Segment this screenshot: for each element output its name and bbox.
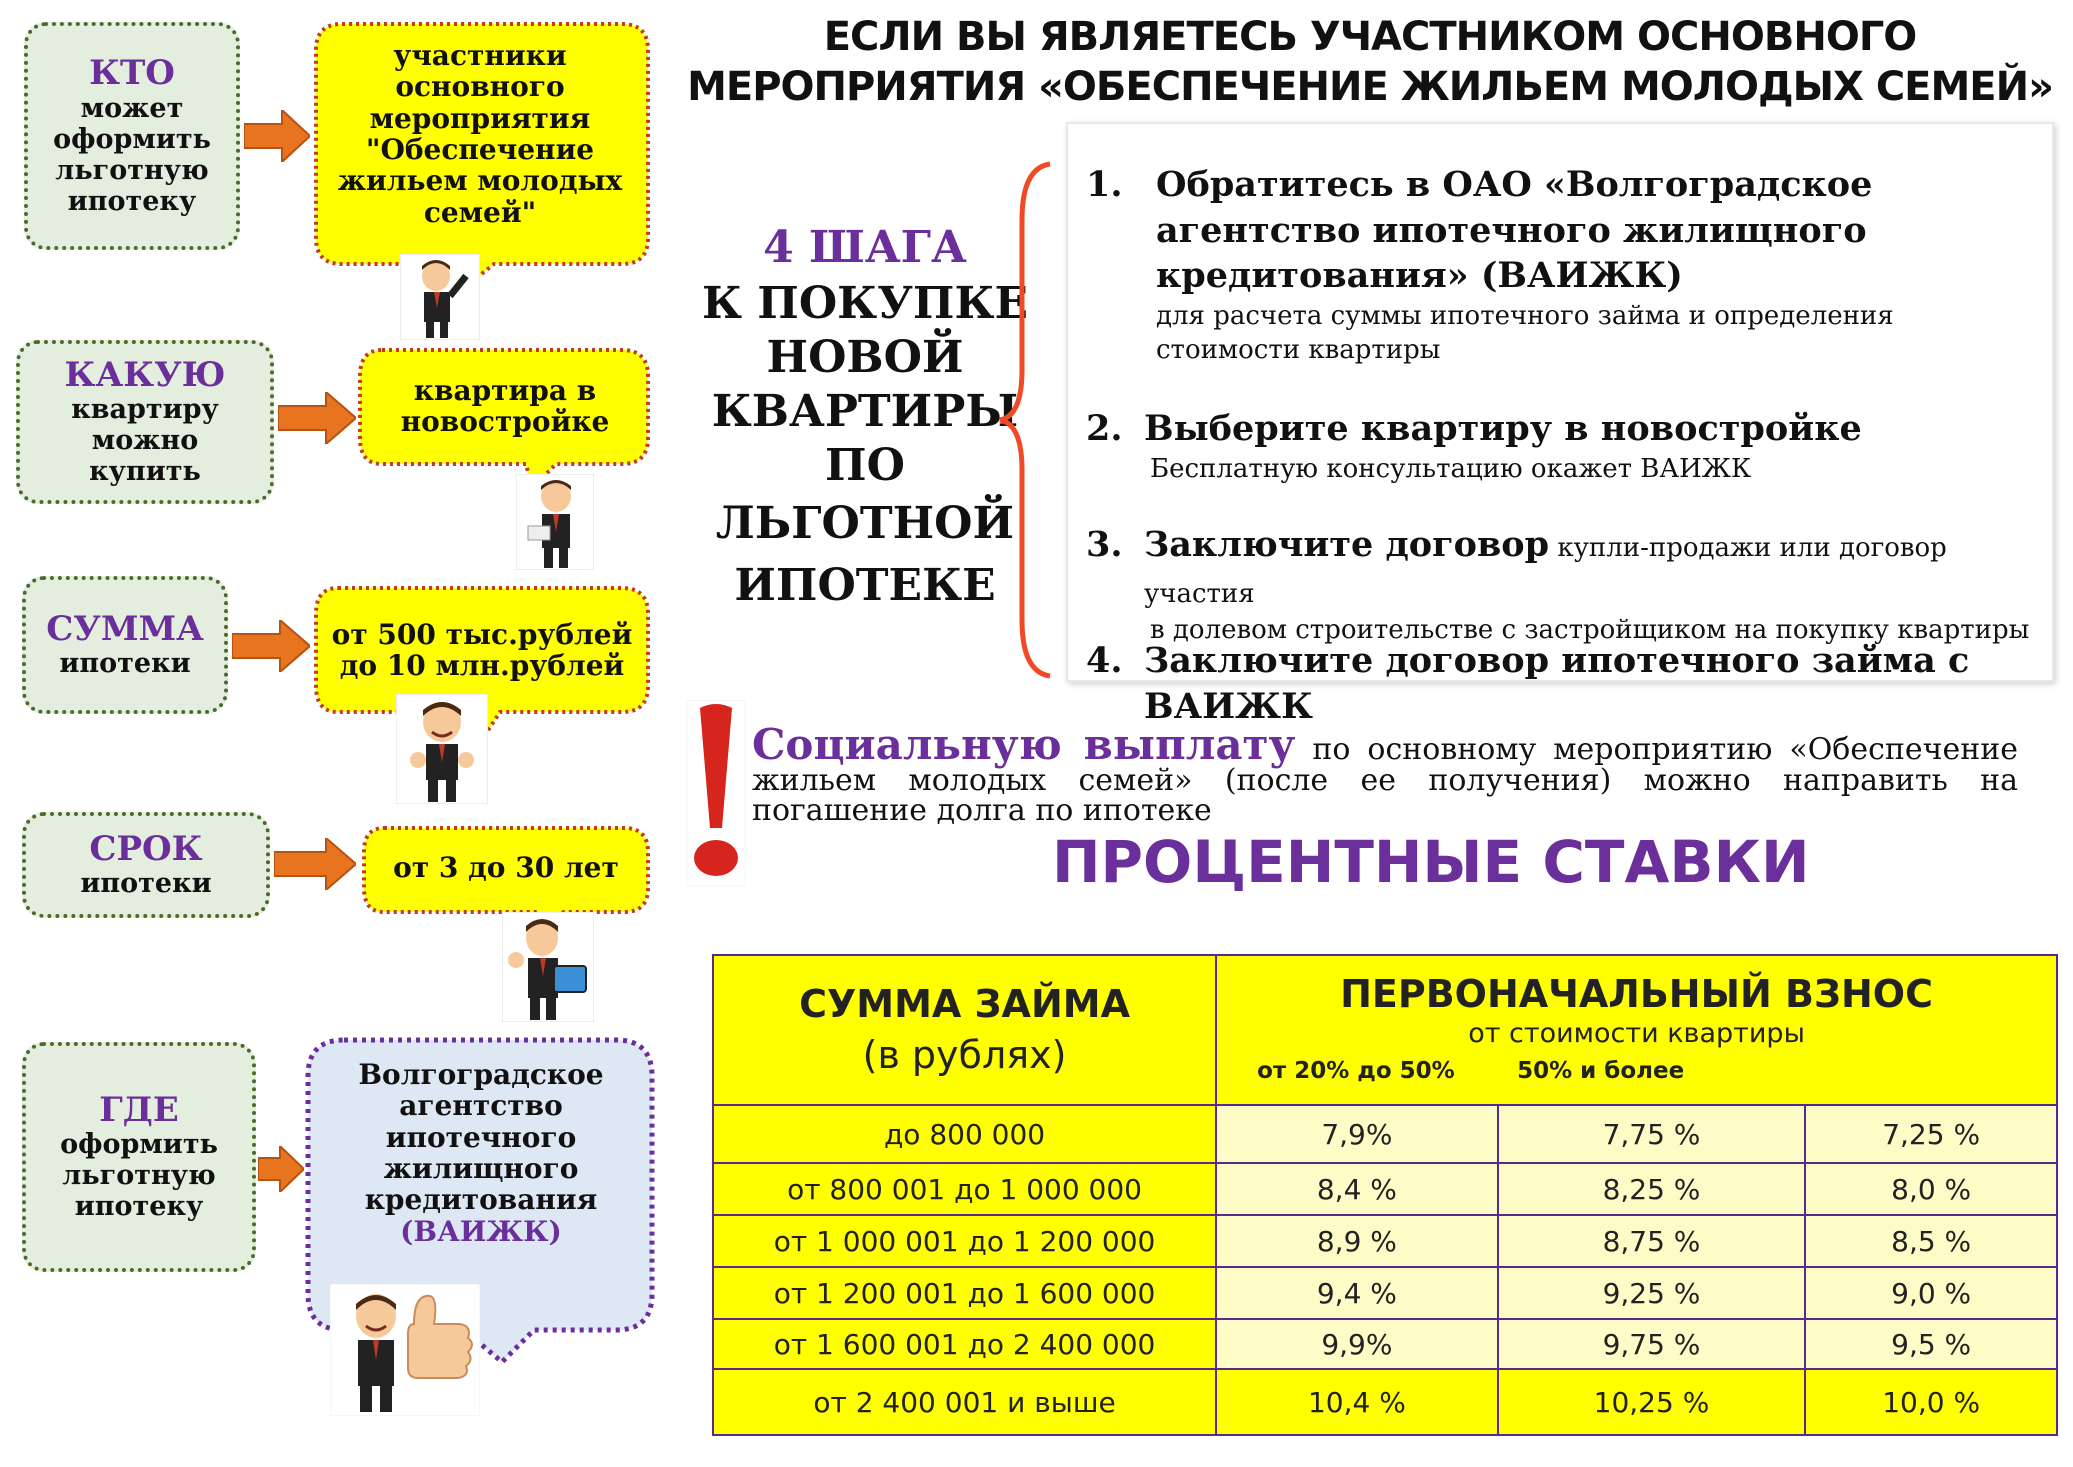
table-row: от 800 001 до 1 000 000 8,4 % 8,25 % 8,0 %	[713, 1163, 2057, 1215]
speech-bubble-who-text: участники основного мероприятия "Обеспечение жильем молодых семей"	[337, 38, 623, 229]
social-payment-note: Социальную выплату по основному мероприятию «Обеспечение жильем молодых семей» (после ее получения) можно направить на погашение долга по ипотеке	[752, 720, 2018, 828]
down-payment-header: ПЕРВОНАЧАЛЬНЫЙ ВЗНОС от стоимости квартиры от 20% до 50% 50% и более	[1216, 955, 2057, 1105]
businessman-tablet-icon	[502, 912, 594, 1022]
question-keyword: СРОК	[89, 828, 203, 869]
page-title: ЕСЛИ ВЫ ЯВЛЯЕТЕСЬ УЧАСТНИКОМ ОСНОВНОГО МЕРОПРИЯТИЯ «ОБЕСПЕЧЕНИЕ ЖИЛЬЕМ МОЛОДЫХ СЕМЕЙ»	[687, 14, 2053, 110]
speech-bubble-where-text: Волгоградское агентство ипотечного жилищного кредитования (ВАИЖК)	[358, 1057, 604, 1248]
step-1: 1. Обратитесь в ОАО «Волгоградское агентство ипотечного жилищного кредитования» (ВАИЖК) для расчета суммы ипотечного займа и определения стоимости квартиры	[1086, 164, 1894, 365]
question-box-who	[24, 22, 240, 250]
col-header-50-plus: 50% и более	[1517, 1058, 1685, 1084]
question-text: ипотеки	[80, 868, 212, 900]
sum-header: СУММА ЗАЙМА (в рублях)	[713, 955, 1216, 1105]
question-text: оформить льготную ипотеку	[60, 1129, 218, 1223]
arrow-right-icon	[232, 620, 310, 672]
question-keyword: КАКУЮ	[64, 354, 226, 395]
businessman-reading-icon	[516, 474, 594, 570]
table-row: от 1 200 001 до 1 600 000 9,4 % 9,25 % 9,0 %	[713, 1267, 2057, 1319]
question-box-term	[22, 812, 270, 918]
question-keyword: ГДЕ	[99, 1089, 179, 1130]
question-box-amount	[22, 576, 228, 714]
exclamation-icon	[686, 700, 746, 886]
table-row: от 1 000 001 до 1 200 000 8,9 % 8,75 % 8,5 %	[713, 1215, 2057, 1267]
table-row: до 800 000 7,9% 7,75 % 7,25 %	[713, 1105, 2057, 1163]
arrow-right-icon	[258, 1146, 304, 1192]
steps-panel	[1066, 122, 2054, 727]
col-header-20-50: от 20% до 50%	[1257, 1058, 1455, 1084]
question-text: может оформить льготную ипотеку	[53, 92, 211, 217]
question-box-where	[22, 1042, 256, 1272]
businessman-thumbs-up-icon	[396, 694, 488, 804]
rates-table	[712, 954, 2058, 1436]
table-row: от 1 600 001 до 2 400 000 9,9% 9,75 % 9,5 %	[713, 1319, 2057, 1369]
arrow-right-icon	[274, 838, 356, 890]
question-box-which	[16, 340, 274, 504]
speech-bubble-amount-text: от 500 тыс.рублей до 10 млн.рублей	[331, 617, 633, 682]
question-text: квартиру можно купить	[71, 394, 219, 488]
steps-heading: 4 ШАГА К ПОКУПКЕ НОВОЙ КВАРТИРЫ ПО ЛЬГОТНОЙ ИПОТЕКЕ	[701, 222, 1029, 611]
speech-bubble-which-text: квартира в новостройке	[400, 373, 610, 438]
step-4: 4. Заключите договор ипотечного займа с ВАИЖК	[1086, 640, 1970, 727]
businessman-big-thumb-icon	[330, 1284, 480, 1416]
businessman-pointing-icon	[400, 254, 480, 340]
rates-title: ПРОЦЕНТНЫЕ СТАВКИ	[1052, 828, 1810, 896]
question-keyword: СУММА	[46, 608, 204, 649]
curly-brace-icon	[994, 160, 1054, 680]
step-2: 2. Выберите квартиру в новостройке Бесплатную консультацию окажет ВАИЖК	[1086, 408, 1862, 484]
arrow-right-icon	[278, 392, 356, 444]
question-text: ипотеки	[59, 648, 191, 680]
step-3: 3. Заключите договор купли-продажи или договор участия в долевом строительстве с застройщиком на покупку квартиры	[1086, 524, 2030, 645]
question-keyword: КТО	[89, 53, 175, 94]
speech-bubble-term-text: от 3 до 30 лет	[393, 851, 619, 885]
arrow-right-icon	[244, 110, 310, 162]
table-row: от 2 400 001 и выше 10,4 % 10,25 % 10,0 %	[713, 1369, 2057, 1435]
